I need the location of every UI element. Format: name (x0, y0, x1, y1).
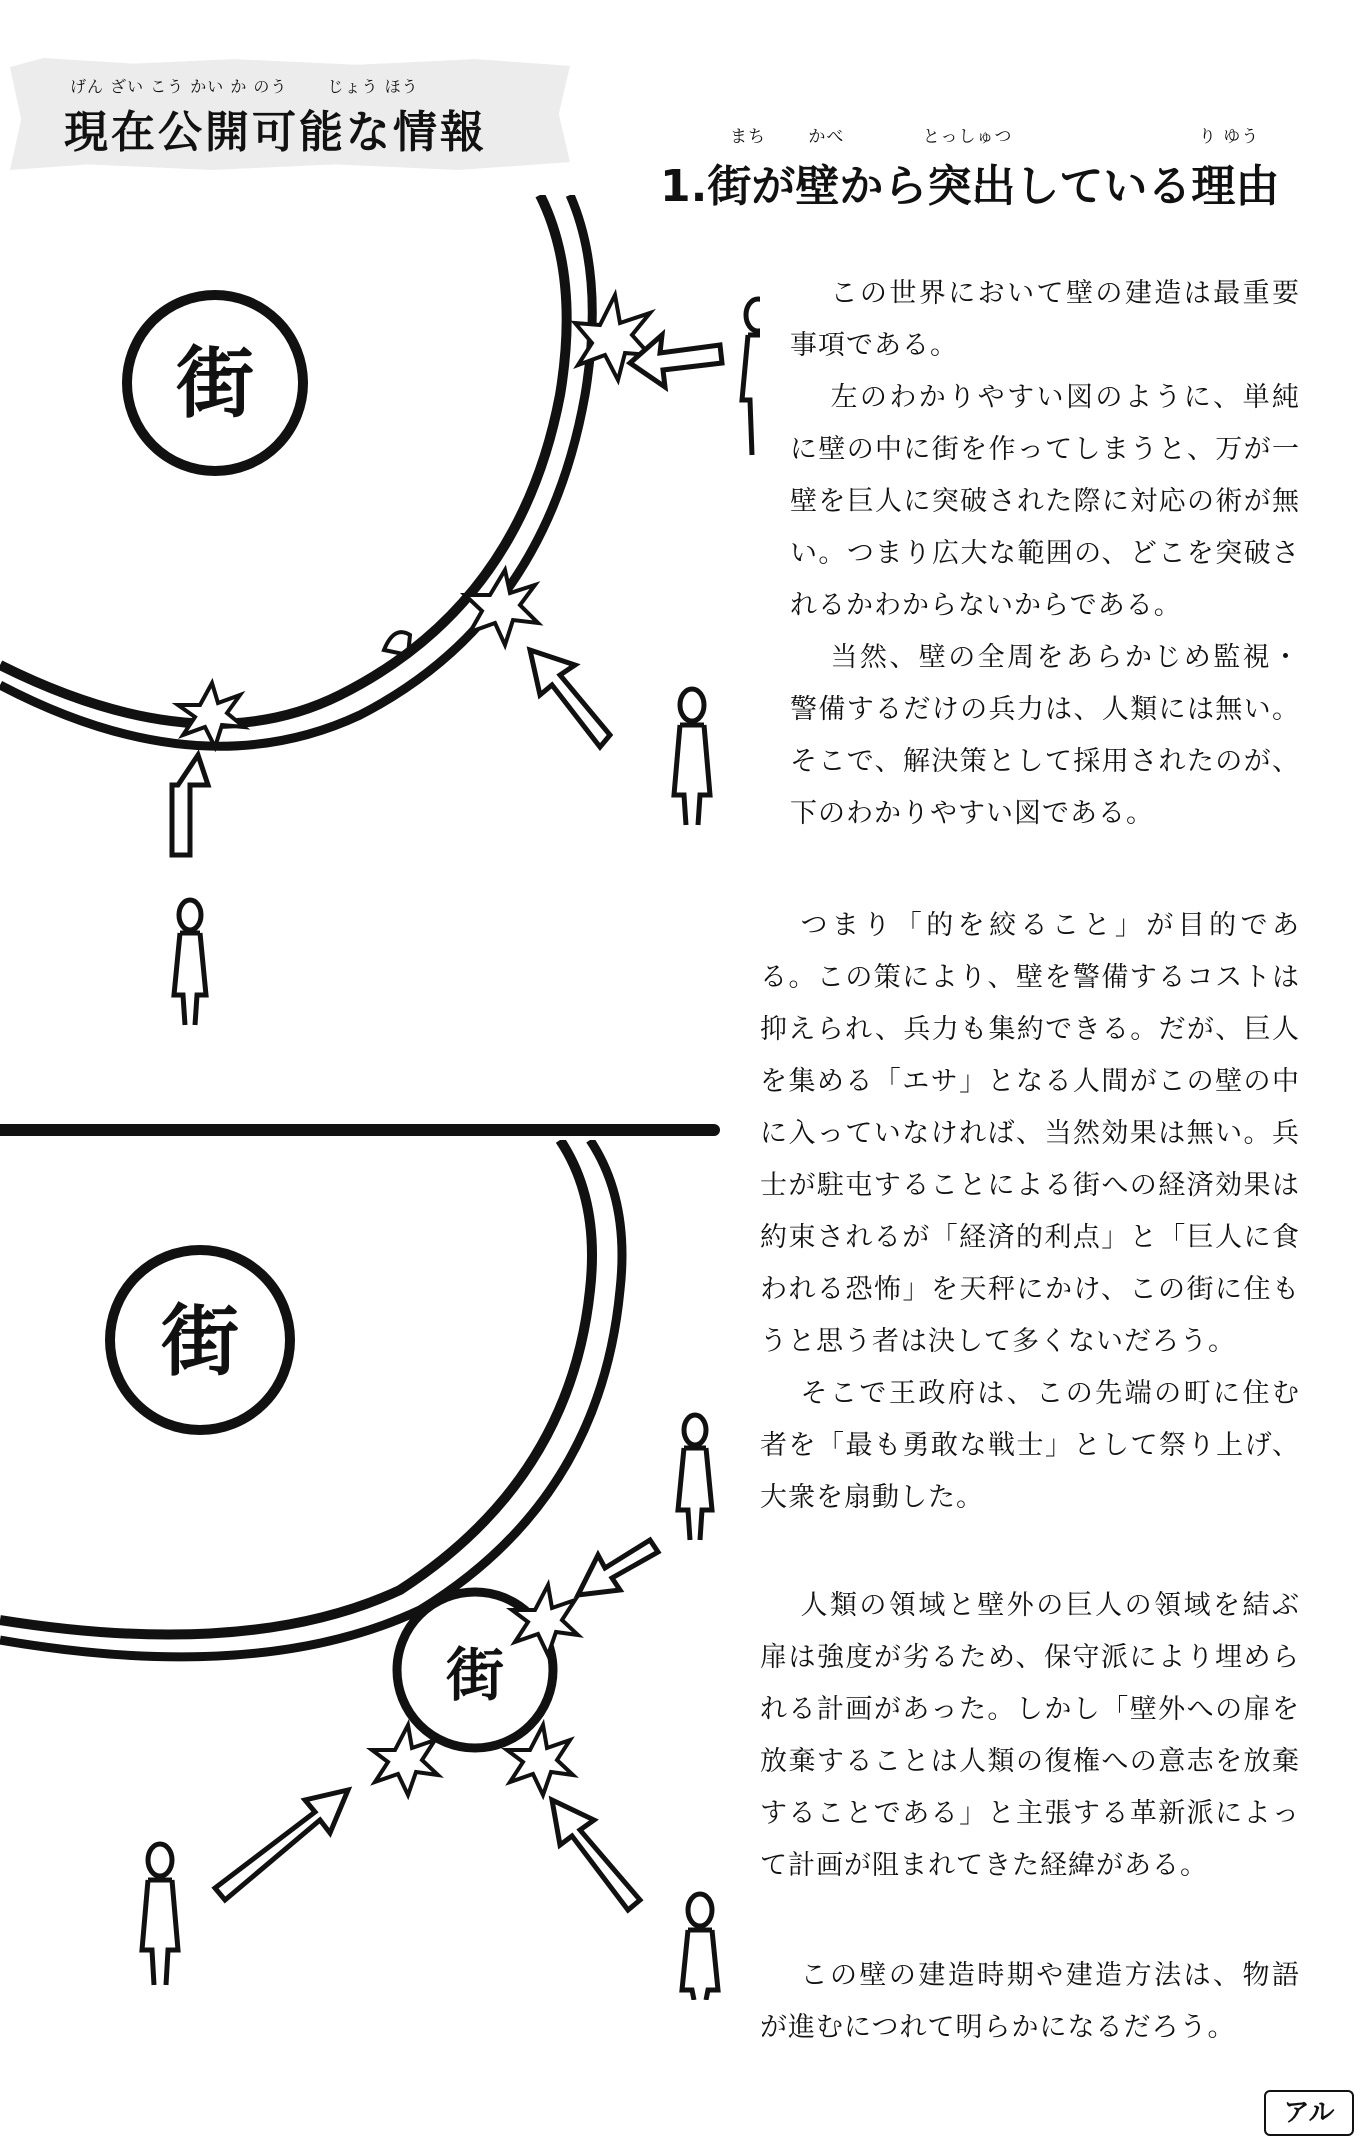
titan-figure-icon (742, 299, 760, 455)
paragraph: 人類の領域と壁外の巨人の領域を結ぶ扉は強度が劣るため、保守派により埋められる計画があった。しかし「壁外への扉を放棄することは人類の復権への意志を放棄することである」と主張する革新派によって計画が阻まれてきた経緯がある。 (760, 1590, 1300, 1881)
text-block-1 (790, 268, 1300, 840)
titan-figure-icon (174, 900, 206, 1025)
text-block-3 (760, 1580, 1300, 1892)
outer-wall-line (0, 195, 567, 724)
paragraph: 当然、壁の全周をあらかじめ監視・警備するだけの兵力は、人類には無い。そこで、解決策として採用されたのが、下のわかりやすい図である。 (790, 642, 1300, 829)
arrow-upleft-icon (530, 650, 610, 747)
outer-wall-line (0, 1140, 592, 1635)
town-label-small: 街 (445, 1641, 505, 1709)
wall-diagram-protruding (0, 1140, 760, 2000)
arrow-up-icon (172, 755, 208, 855)
header-ruby: げん ざい こう かい か のう じょう ほう (70, 77, 419, 96)
town-label: 街 (160, 1296, 240, 1387)
titan-figure-icon (674, 689, 710, 825)
town-label: 街 (175, 338, 255, 429)
paragraph: つまり「的を絞ること」が目的である。この策により、壁を警備するコストは抑えられ、兵力も集約できる。だが、巨人を集める「エサ」となる人間がこの壁の中に入っていなければ、当然効果は無い。兵士が駐屯することによる街への経済効果は約束されるが「経済的利点」と「巨人に食われる恐怖」を天秤にかけ、この街に住もうと思う者は決して多くないだろう。 (760, 910, 1300, 1357)
section-divider (0, 1124, 720, 1136)
arrow-upleft-icon (552, 1800, 640, 1910)
paragraph: この世界において壁の建造は最重要事項である。 (790, 278, 1300, 361)
section-title: 1.街が壁から突出している理由 (660, 161, 1280, 212)
text-block-4 (760, 1950, 1300, 2054)
paragraph: そこで王政府は、この先端の町に住む者を「最も勇敢な戦士」として祭り上げ、大衆を扇動した。 (760, 1378, 1300, 1513)
section-ruby: まち かべ とっしゅつ り ゆう (730, 127, 1260, 147)
titan-figure-icon (682, 1894, 718, 2000)
outer-wall-line-2 (0, 195, 592, 746)
outer-wall-line-2 (0, 1140, 622, 1657)
watermark-badge: アル (1264, 2090, 1354, 2136)
text-block-2 (760, 900, 1300, 1524)
titan-figure-icon (678, 1415, 712, 1540)
breach-burst-icon (178, 683, 244, 747)
header-title: 現在公開可能な情報 (64, 107, 487, 158)
arrow-left-icon (630, 335, 722, 387)
arrow-left-icon (578, 1540, 658, 1595)
paragraph: 左のわかりやすい図のように、単純に壁の中に街を作ってしまうと、万が一壁を巨人に突破された際に対応の術が無い。つまり広大な範囲の、どこを突破されるかわからないからである。 (790, 382, 1300, 621)
titan-figure-icon (142, 1844, 178, 1985)
paragraph: この壁の建造時期や建造方法は、物語が進むにつれて明らかになるだろう。 (760, 1960, 1300, 2043)
arrow-upright-icon (215, 1790, 348, 1900)
wall-diagram-inside (0, 195, 760, 1055)
